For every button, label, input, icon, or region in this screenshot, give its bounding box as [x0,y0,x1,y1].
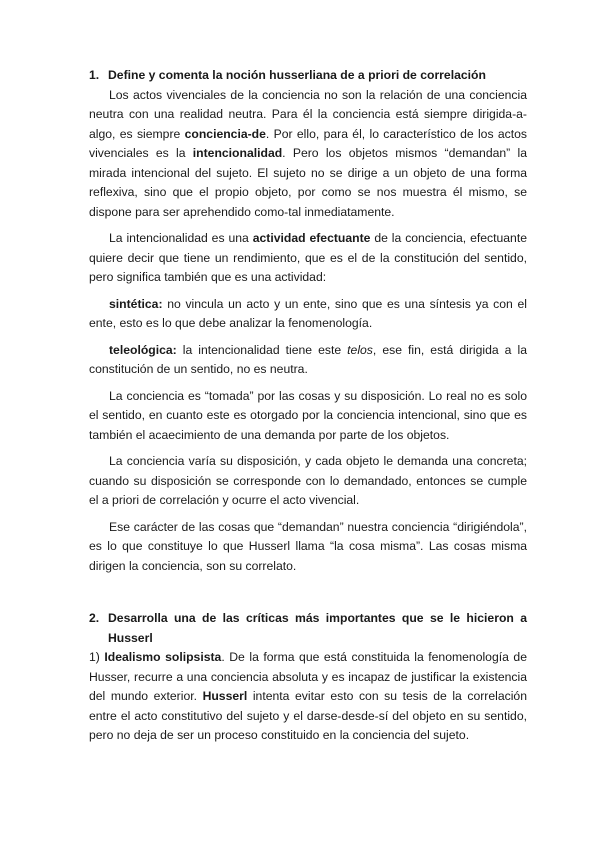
s2-paragraph-1 [89,648,527,746]
s1-paragraph-sintetica [89,295,527,334]
text-run: Los actos vivenciales de la conciencia no son la relación de una conciencia neutra con una realidad neutra. Para él la conciencia está siempre dirigida-a-algo, es siempre [89,87,527,141]
italic-term-telos: telos [347,342,373,357]
text-run: intenta evitar esto con su tesis de la correlación entre el acto constitutivo del sujeto y el darse-desde-sí del objeto en su sentido, pero no deja de ser un proceso constituido en la conciencia del sujeto. [89,689,527,742]
text-run: no vincula un acto y un ente, sino que es una síntesis ya con el ente, esto es lo que debe analizar la fenomenología. [89,296,527,330]
section-2-title: Desarrolla una de las críticas más importantes que se le hicieron a Husserl [108,611,527,645]
s1-paragraph-7: Ese carácter de las cosas que “demandan” nuestra conciencia “dirigiéndola”, es lo que constituye lo que Husserl llama “la cosa misma”. Las cosas misma dirigen la conciencia, son su correlato. [89,519,527,573]
text-run: la intencionalidad tiene este [176,342,348,357]
text-run: . Por ello, para él, lo característico de los actos vivenciales es la [89,126,528,160]
document-body [89,66,527,746]
s1-paragraph-1 [89,86,527,223]
text-run: de la conciencia, efectuante quiere decir que tiene un rendimiento, que es el de la constitución del sentido, pero significa también que es una actividad: [89,231,527,284]
s1-paragraph-2 [89,229,527,288]
section-1-title: Define y comenta la noción husserliana de a priori de correlación [108,68,486,82]
bold-term-intencionalidad: intencionalidad [192,146,283,160]
bold-term-teleologica: teleológica: [109,342,177,357]
section-1-heading [89,66,527,86]
section-1-number: 1. [89,68,100,82]
bold-term-idealismo-solipsista: Idealismo solipsista [104,650,222,664]
section-2-number: 2. [89,611,100,625]
bold-term-conciencia-de: conciencia-de [184,126,266,141]
text-run: 1) [89,650,105,664]
s1-paragraph-teleologica [89,341,527,380]
bold-term-actividad-efectuante: actividad efectuante [252,231,371,245]
section-2-heading [89,609,527,648]
text-run: La intencionalidad es una [109,231,253,245]
text-run: , ese fin, está dirigida a la constitución de un sentido, no es neutra. [89,342,527,376]
text-run: . Pero los objetos mismos “demandan” la mirada intencional del sujeto. El sujeto no se dirige a un objeto de una forma reflexiva, sino que el propio objeto, por como se nos muestra él mismo, se dispone para ser aprehendido como-tal inmediatamente. [89,146,527,219]
bold-term-sintetica: sintética: [109,296,163,311]
s1-paragraph-5: La conciencia es “tomada” por las cosas y su disposición. Lo real no es solo el sentido, en cuanto este es otorgado por la conciencia intencional, sino que es también el acaecimiento de una demanda por parte de los objetos. [89,388,527,442]
text-run: . De la forma que está constituida la fenomenología de Husser, recurre a una conciencia absoluta y es incapaz de justificar la existencia del mundo exterior. [89,650,527,703]
s1-paragraph-6: La conciencia varía su disposición, y cada objeto le demanda una concreta; cuando su disposición se corresponde con lo demandado, entonces se cumple el a priori de correlación y ocurre el acto vivencial. [89,454,527,507]
bold-term-husserl: Husserl [202,689,248,703]
